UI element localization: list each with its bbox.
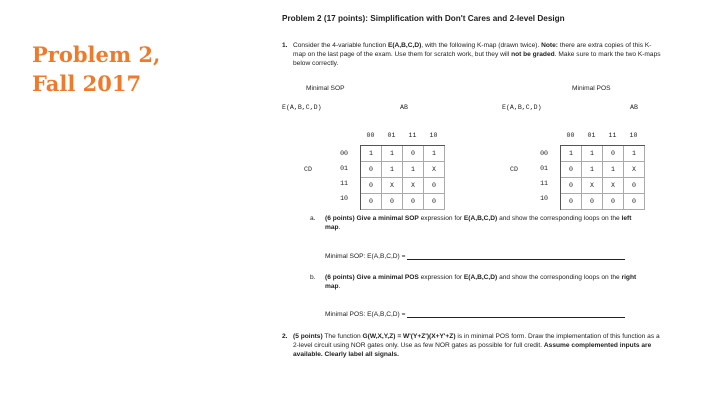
q1-text-post1: there are extra copies of this K-map on the last page of the exam. Use them for scratch work, but they will (293, 42, 652, 58)
kmap-row-header: 00 (540, 150, 548, 157)
q2-text2: is in minimal POS form. Draw the implementation of this function as a 2-level circuit using NOR gates only. Use as few NOR gates as possible for full credit. (293, 333, 660, 349)
kmap-cell[interactable]: 0 (624, 178, 645, 193)
q2-points: (5 points) (293, 333, 323, 340)
kmap-col-header: 00 (366, 132, 375, 139)
question-1 (282, 41, 662, 68)
q2-function: G(W,X,Y,Z) = W'(Y+Z')(X+Y'+Z) (362, 333, 456, 340)
kmap-cell[interactable]: 0 (361, 178, 382, 193)
pos-map-label: Minimal POS (572, 85, 611, 92)
pos-answer-label: Minimal POS: E(A,B,C,D) = (325, 311, 406, 318)
kmap-cd-label: CD (510, 166, 518, 173)
slide-title-line-2: Fall 2017 (32, 71, 142, 96)
kmap-cell[interactable]: 0 (561, 178, 582, 193)
kmap-row-header: 10 (340, 195, 348, 202)
kmap-cell[interactable]: 1 (603, 162, 624, 177)
kmap-cell[interactable]: 0 (424, 194, 445, 209)
kmap-col-header: 10 (429, 132, 438, 139)
q1-not-graded: not be graded (511, 51, 555, 58)
kmap-row-header: 00 (340, 150, 348, 157)
kmap-cell[interactable]: 1 (361, 146, 382, 161)
part-a (310, 214, 640, 232)
question-2 (282, 332, 662, 359)
q2-bold-end: Assume complemented inputs are available. Clearly label all signals. (293, 342, 652, 358)
kmap-cell[interactable]: 1 (424, 146, 445, 161)
part-b-function: E(A,B,C,D) (463, 274, 498, 281)
kmap-row (561, 145, 645, 162)
kmap-row-header: 01 (540, 165, 548, 172)
q2-text1: The function (322, 333, 363, 340)
part-b-label: b. (310, 274, 316, 281)
kmap-cell[interactable]: X (603, 178, 624, 193)
kmap-cell[interactable]: 1 (582, 146, 603, 161)
kmap-cell[interactable]: 0 (582, 194, 603, 209)
kmap-cell[interactable]: 1 (382, 162, 403, 177)
kmap-cell[interactable]: X (424, 162, 445, 177)
kmap-row (361, 145, 445, 162)
kmap-col-header: 01 (387, 132, 396, 139)
pos-answer-line (325, 310, 625, 318)
kmap-cell[interactable]: 0 (424, 178, 445, 193)
kmap-cell[interactable]: 0 (403, 194, 424, 209)
kmap-cell[interactable]: 0 (361, 162, 382, 177)
kmap-cell[interactable]: 1 (582, 162, 603, 177)
part-a-text-mid: expression for (418, 215, 464, 222)
q1-text-mid: , with the following K-map (drawn twice). (421, 42, 542, 49)
q1-text-post2: . Make sure to mark the two K-maps below correctly. (293, 51, 661, 67)
kmap-col-header: 11 (408, 132, 417, 139)
kmap-cell[interactable]: 0 (361, 194, 382, 209)
kmap-cell[interactable]: 0 (624, 194, 645, 209)
kmap-row (361, 194, 445, 210)
kmap-cell[interactable]: 0 (561, 162, 582, 177)
part-a-function: E(A,B,C,D) (463, 215, 498, 222)
q1-note: Note: (541, 42, 558, 49)
kmap-col-header: 00 (566, 132, 575, 139)
kmap-cell[interactable]: 0 (561, 194, 582, 209)
kmap-row (561, 162, 645, 178)
part-b-side: right map (325, 274, 637, 290)
question-2-number: 2. (282, 333, 288, 340)
kmap-row-header: 11 (340, 180, 348, 187)
kmap-row (361, 178, 445, 194)
kmap-col-header: 01 (587, 132, 596, 139)
sop-answer-line (325, 252, 625, 260)
question-1-number: 1. (282, 42, 288, 49)
sop-map-label: Minimal SOP (306, 85, 345, 92)
kmap-row (561, 194, 645, 210)
exam-page (282, 14, 662, 358)
slide-title (32, 40, 232, 98)
question-1-text (293, 41, 662, 68)
pos-answer-blank[interactable] (407, 310, 625, 318)
problem-title: Problem 2 (17 points): Simplification with Don't Cares and 2-level Design (282, 14, 565, 23)
kmap-function-label: E(A,B,C,D) (502, 104, 542, 111)
kmap-row (561, 178, 645, 194)
kmap-row-header: 11 (540, 180, 548, 187)
kmap-grid (360, 145, 445, 210)
sop-answer-blank[interactable] (407, 252, 625, 260)
kmap-col-header: 11 (608, 132, 617, 139)
kmap-cell[interactable]: X (624, 162, 645, 177)
kmap-cell[interactable]: 1 (624, 146, 645, 161)
kmap-row (361, 162, 445, 178)
kmap-cell[interactable]: X (382, 178, 403, 193)
kmap-cell[interactable]: 0 (603, 146, 624, 161)
part-a-side: left map (325, 215, 632, 231)
kmap-function-label: E(A,B,C,D) (282, 104, 322, 111)
kmap-cd-label: CD (304, 166, 312, 173)
slide-title-line-1: Problem 2, (32, 42, 161, 67)
q1-text-pre: Consider the 4-variable function (293, 42, 388, 49)
kmap-cell[interactable]: 1 (382, 146, 403, 161)
kmap-cell[interactable]: 1 (561, 146, 582, 161)
part-a-text (325, 214, 640, 232)
sop-answer-label: Minimal SOP: E(A,B,C,D) = (325, 253, 406, 260)
part-b-end: . (338, 283, 341, 290)
part-a-text-mid2: and show the corresponding loops on the (497, 215, 622, 222)
kmap-col-header: 10 (629, 132, 638, 139)
part-a-end: . (338, 224, 341, 231)
kmap-row-header: 01 (340, 165, 348, 172)
kmap-cell[interactable]: 0 (382, 194, 403, 209)
kmap-ab-label: AB (630, 104, 638, 111)
part-a-points: (6 points) Give a minimal SOP (325, 215, 419, 222)
kmap-cell[interactable]: 0 (603, 194, 624, 209)
part-b-text-mid2: and show the corresponding loops on the (497, 274, 622, 281)
part-a-label: a. (310, 215, 316, 222)
part-b-text (325, 273, 640, 291)
kmap-grid (560, 145, 645, 210)
kmap-ab-label: AB (400, 104, 408, 111)
kmap-cell[interactable]: X (403, 178, 424, 193)
part-b-text-mid: expression for (418, 274, 464, 281)
part-b-points: (6 points) Give a minimal POS (325, 274, 419, 281)
q1-function: E(A,B,C,D) (387, 42, 422, 49)
kmap-cell[interactable]: 0 (403, 146, 424, 161)
kmap-cell[interactable]: X (582, 178, 603, 193)
kmap-row-header: 10 (540, 195, 548, 202)
part-b (310, 273, 640, 291)
question-2-text (293, 332, 662, 359)
kmap-cell[interactable]: 1 (403, 162, 424, 177)
